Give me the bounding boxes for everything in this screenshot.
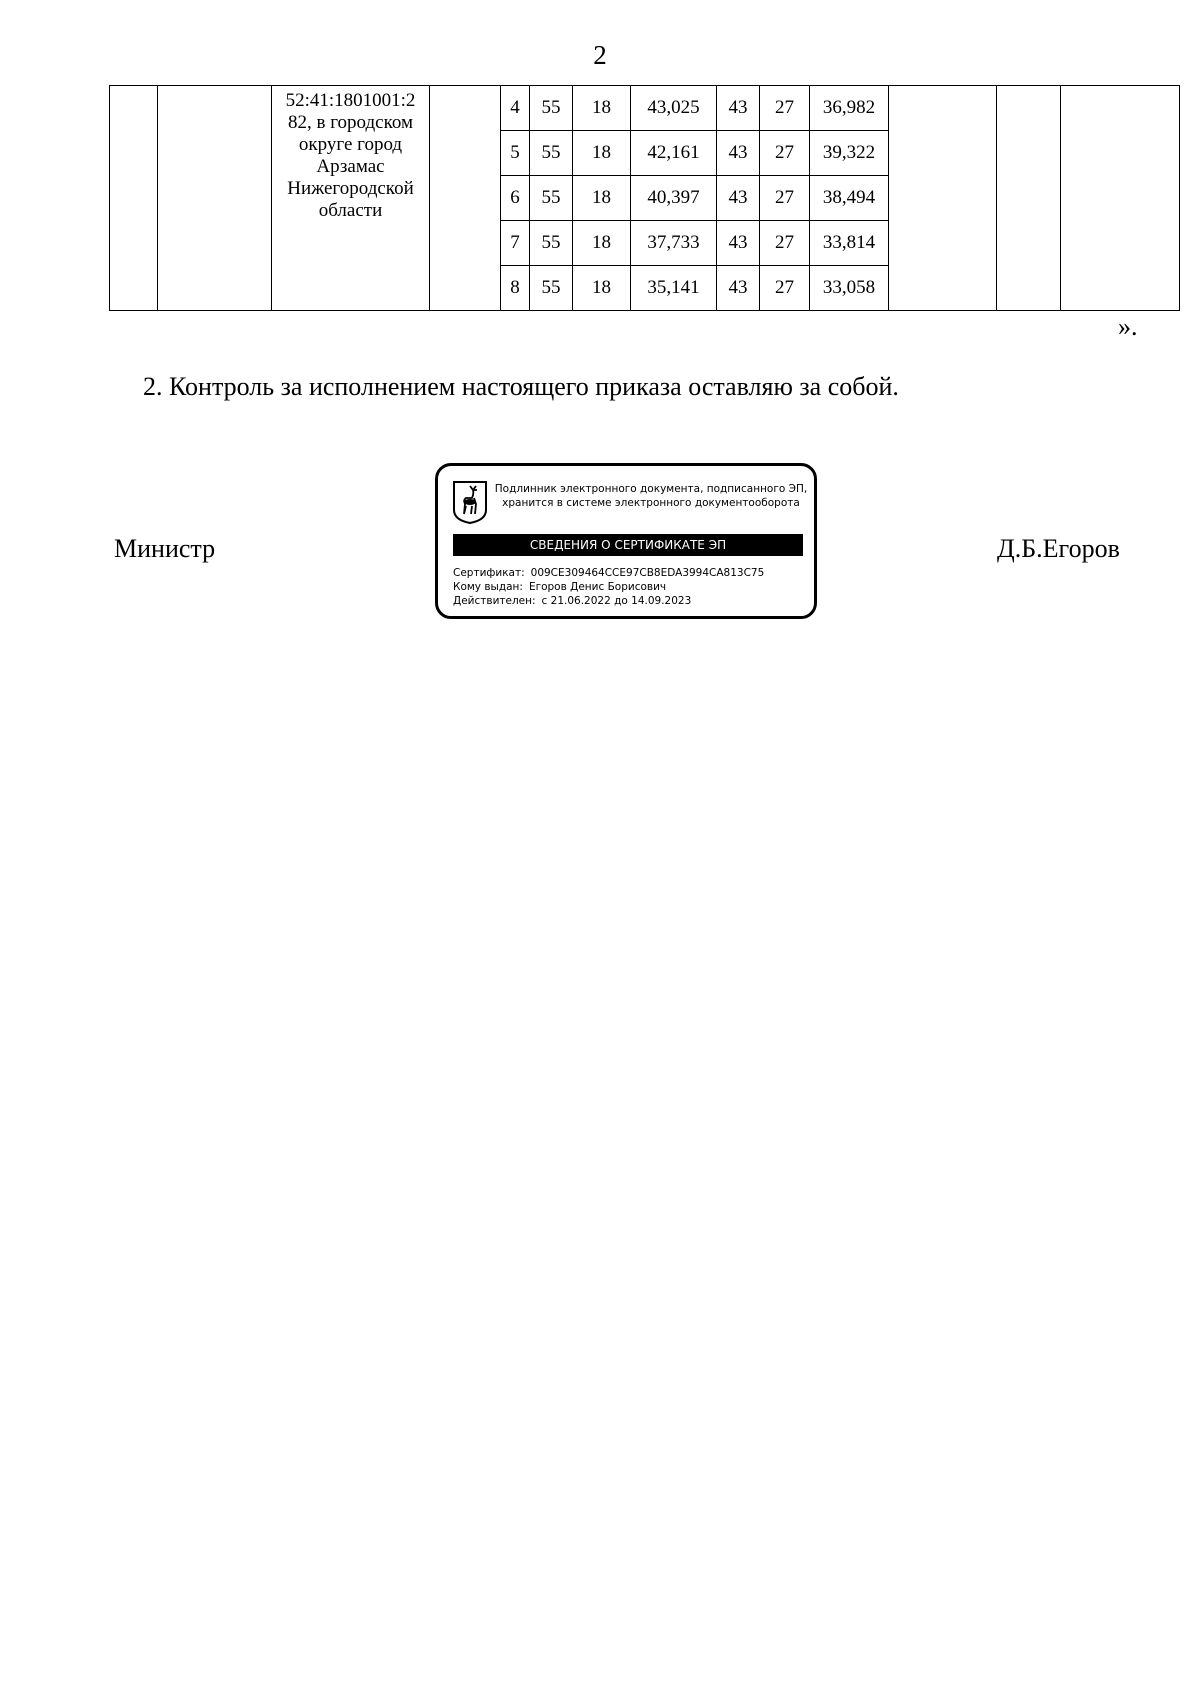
table-cell: 43 [717,221,760,266]
address-cell: 52:41:1801001:2 82, в городском округе город Арзамас Нижегородской области [272,86,430,311]
page-number: 2 [593,40,607,70]
table-cell: 27 [760,131,810,176]
empty-cell [889,86,997,311]
table-cell: 55 [530,221,573,266]
stamp-header-line2: хранится в системе электронного документооборота [502,497,800,509]
control-paragraph: 2. Контроль за исполнением настоящего приказа оставляю за собой. [143,372,899,401]
table-cell: 33,058 [810,266,889,311]
data-table [109,85,1180,311]
table-cell: 7 [501,221,530,266]
empty-cell [110,86,158,311]
table-cell: 55 [530,266,573,311]
issued-to-line [453,580,764,594]
table-cell: 55 [530,86,573,131]
table-cell: 43 [717,266,760,311]
table-cell: 43 [717,176,760,221]
table-cell: 4 [501,86,530,131]
closing-quote: ». [1118,312,1138,341]
table-cell: 27 [760,86,810,131]
table-cell: 6 [501,176,530,221]
table-cell: 39,322 [810,131,889,176]
table-cell: 18 [573,266,631,311]
valid-line [453,594,764,608]
empty-cell [997,86,1061,311]
issued-to-label: Кому выдан: [453,581,523,593]
certificate-value: 009CE309464CCE97CB8EDA3994CA813C75 [530,567,765,579]
table-row [110,86,1180,131]
stamp-header-line1: Подлинник электронного документа, подписанного ЭП, [494,483,808,495]
valid-value: с 21.06.2022 до 14.09.2023 [541,595,692,607]
table-cell: 55 [530,131,573,176]
signer-name: Д.Б.Егоров [997,534,1120,563]
electronic-signature-stamp [435,463,817,619]
empty-cell [158,86,272,311]
certificate-line [453,566,764,580]
deer-emblem-icon [452,480,488,524]
table-cell: 43,025 [631,86,717,131]
table-cell: 42,161 [631,131,717,176]
table-cell: 33,814 [810,221,889,266]
table-cell: 55 [530,176,573,221]
table-cell: 43 [717,86,760,131]
stamp-band: СВЕДЕНИЯ О СЕРТИФИКАТЕ ЭП [453,534,803,556]
table-cell: 43 [717,131,760,176]
table-cell: 38,494 [810,176,889,221]
stamp-header [490,482,812,510]
table-cell: 37,733 [631,221,717,266]
empty-cell [1061,86,1180,311]
certificate-label: Сертификат: [453,567,525,579]
valid-label: Действителен: [453,595,536,607]
empty-cell [430,86,501,311]
signer-position: Министр [114,534,216,563]
table-cell: 27 [760,266,810,311]
table-cell: 18 [573,221,631,266]
table-cell: 40,397 [631,176,717,221]
table-cell: 8 [501,266,530,311]
table-cell: 27 [760,176,810,221]
table-cell: 18 [573,131,631,176]
table-cell: 18 [573,86,631,131]
stamp-details [453,566,764,608]
table-cell: 18 [573,176,631,221]
issued-to-value: Егоров Денис Борисович [528,581,667,593]
table-cell: 35,141 [631,266,717,311]
table-cell: 5 [501,131,530,176]
table-cell: 27 [760,221,810,266]
table-cell: 36,982 [810,86,889,131]
